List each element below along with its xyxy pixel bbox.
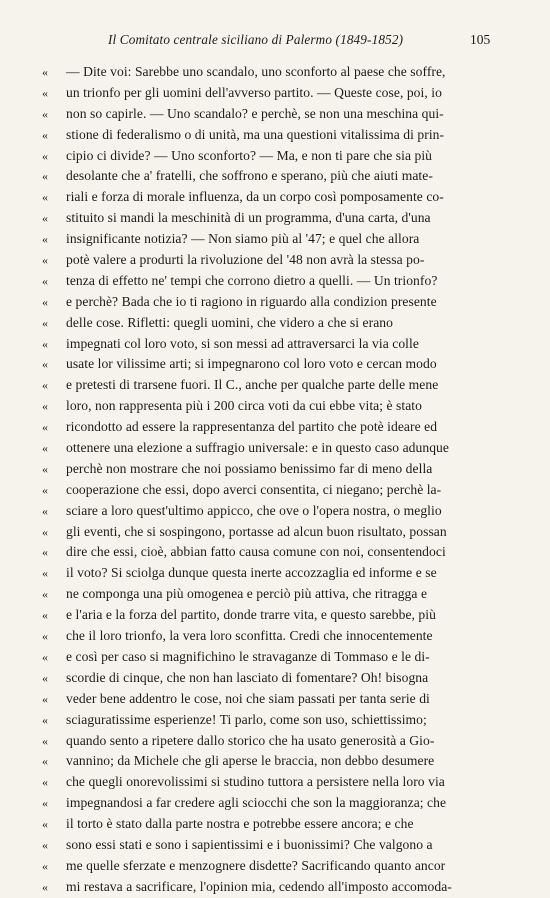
line-text: ne componga una più omogenea e perciò più attiva, che ritragga e [66,586,428,602]
line-text: riali e forza di morale influenza, da un corpo così pomposamente co- [66,189,444,205]
text-line [42,292,522,313]
line-text: impegnati col loro voto, si son messi ad attraversarci la via colle [66,335,419,351]
line-text: usate lor vilissime arti; si impegnarono col loro voto e cercan modo [66,356,437,372]
line-text: ricondotto ad essere la rappresentanza del partito che potè ideare ed [66,419,438,435]
text-line [42,877,522,898]
text-line [42,835,522,856]
text-line [42,313,522,334]
page-header [0,30,550,52]
text-line [42,62,522,83]
quotation-mark: « [42,461,48,476]
quotation-mark: « [42,232,48,247]
quotation-mark: « [42,336,48,351]
text-line [42,250,522,271]
text-line [42,647,522,668]
quotation-mark: « [42,566,48,581]
text-line [42,605,522,626]
quotation-mark: « [42,420,48,435]
text-line [42,480,522,501]
line-text: e l'aria e la forza del partito, donde trarre vita, e questo sarebbe, più [66,607,436,623]
quotation-mark: « [42,378,48,393]
text-line [42,501,522,522]
text-line [42,793,522,814]
text-line [42,751,522,772]
body-text [42,62,522,898]
text-line [42,83,522,104]
line-text: stituito si mandi la meschinità di un programma, d'una carta, d'una [66,210,431,226]
text-line [42,166,522,187]
text-line [42,563,522,584]
line-text: sciare a loro quest'ultimo appicco, che ove o l'opera nostra, o meglio [66,502,442,518]
line-text: sono essi stati e sono i sapientissimi e i buonissimi? Che valgono a [66,836,433,852]
quotation-mark: « [42,503,48,518]
text-line [42,731,522,752]
quotation-mark: « [42,357,48,372]
running-title: Il Comitato centrale siciliano di Palermo (1849-1852) [108,32,404,47]
quotation-mark: « [42,85,48,100]
quotation-mark: « [42,441,48,456]
quotation-mark: « [42,482,48,497]
quotation-mark: « [42,879,48,894]
line-text: che quegli onorevolissimi si studino tuttora a persistere nella loro via [66,774,445,790]
quotation-mark: « [42,294,48,309]
text-line [42,187,522,208]
quotation-mark: « [42,127,48,142]
text-line [42,334,522,355]
text-line [42,689,522,710]
text-line [42,584,522,605]
line-text: cooperazione che essi, dopo averci consentita, ci niegano; perchè la- [66,481,442,497]
quotation-mark: « [42,649,48,664]
page-number: 105 [470,32,491,47]
line-text: me quelle sferzate e menzognere disdette? Sacrificando quanto ancor [66,857,446,873]
text-line [42,668,522,689]
line-text: scordie di cinque, che non han lasciato di fomentare? Oh! bisogna [66,669,429,685]
line-text: non so capirle. — Uno scandalo? e perchè, se non una meschina qui- [66,105,444,121]
text-line [42,104,522,125]
quotation-mark: « [42,524,48,539]
line-text: potè valere a produrti la rivoluzione del '48 non avrà la stessa po- [66,252,425,268]
quotation-mark: « [42,691,48,706]
quotation-mark: « [42,629,48,644]
text-line [42,626,522,647]
quotation-mark: « [42,253,48,268]
text-line [42,271,522,292]
text-line [42,542,522,563]
line-text: quando sento a ripetere dallo storico che ha usato generosità a Gio- [66,732,435,748]
quotation-mark: « [42,754,48,769]
quotation-mark: « [42,273,48,288]
text-line [42,396,522,417]
line-text: cipio ci divide? — Uno sconforto? — Ma, e non ti pare che sia più [66,147,433,163]
text-line [42,772,522,793]
line-text: mi restava a sacrificare, l'opinion mia, cedendo all'imposto accomoda- [66,878,452,894]
quotation-mark: « [42,399,48,414]
line-text: desolante che a' fratelli, che soffrono e sperano, più che aiuti mate- [66,168,433,184]
text-line [42,710,522,731]
text-line [42,125,522,146]
text-line [42,522,522,543]
text-line [42,354,522,375]
line-text: stione di federalismo o di unità, ma una questioni vitalissima di prin- [66,126,445,142]
quotation-mark: « [42,106,48,121]
quotation-mark: « [42,545,48,560]
text-line [42,814,522,835]
text-line [42,856,522,877]
quotation-mark: « [42,190,48,205]
line-text: delle cose. Rifletti: quegli uomini, che videro a che si erano [66,314,393,330]
line-text: e pretesti di trarsene fuori. Il C., anche per qualche parte delle mene [66,377,439,393]
quotation-mark: « [42,670,48,685]
text-line [42,417,522,438]
line-text: gli eventi, che si sospingono, portasse ad alcun buon risultato, possan [66,523,447,539]
text-line [42,229,522,250]
line-text: il voto? Si sciolga dunque questa inerte accozzaglia ed informe e se [66,565,437,581]
quotation-mark: « [42,315,48,330]
quotation-mark: « [42,858,48,873]
text-line [42,146,522,167]
line-text: insignificante notizia? — Non siamo più al '47; e quel che allora [66,231,420,247]
quotation-mark: « [42,587,48,602]
line-text: e perchè? Bada che io ti ragiono in riguardo alla condizion presente [66,293,437,309]
line-text: sciaguratissime esperienze! Ti parlo, come son uso, schiettissimo; [66,711,427,727]
line-text: veder bene addentro le cose, noi che siam passati per tanta serie di [66,690,430,706]
line-text: un trionfo per gli uomini dell'avverso partito. — Queste cose, poi, io [66,84,442,100]
text-line [42,375,522,396]
line-text: ottenere una elezione a suffragio universale: e in questo caso adunque [66,440,449,456]
quotation-mark: « [42,733,48,748]
line-text: e così per caso si magnifichino le stravaganze di Tommaso e le di- [66,648,430,664]
quotation-mark: « [42,775,48,790]
line-text: loro, non rappresenta più i 200 circa voti da cui ebbe vita; è stato [66,398,422,414]
quotation-mark: « [42,796,48,811]
quotation-mark: « [42,211,48,226]
quotation-mark: « [42,169,48,184]
line-text: il torto è stato dalla parte nostra e potrebbe essere ancora; e che [66,816,414,832]
text-line [42,459,522,480]
quotation-mark: « [42,837,48,852]
text-line [42,208,522,229]
line-text: impegnandosi a far credere agli sciocchi che son la maggioranza; che [66,795,447,811]
quotation-mark: « [42,817,48,832]
quotation-mark: « [42,608,48,623]
line-text: tenza di effetto ne' tempi che corrono dietro a quelli. — Un trionfo? [66,272,438,288]
quotation-mark: « [42,65,48,79]
line-text: dire che essi, cioè, abbian fatto causa comune con noi, consentendoci [66,544,446,560]
line-text: vannino; da Michele che gli aperse le braccia, non debbo desumere [66,753,435,769]
text-line [42,438,522,459]
line-text: perchè non mostrare che noi possiamo benissimo far di meno della [66,460,433,476]
line-text: che il loro trionfo, la vera loro sconfitta. Credi che innocentemente [66,628,433,644]
quotation-mark: « [42,148,48,163]
quotation-mark: « [42,712,48,727]
line-text: — Dite voi: Sarebbe uno scandalo, uno sconforto al paese che soffre, [66,64,446,79]
